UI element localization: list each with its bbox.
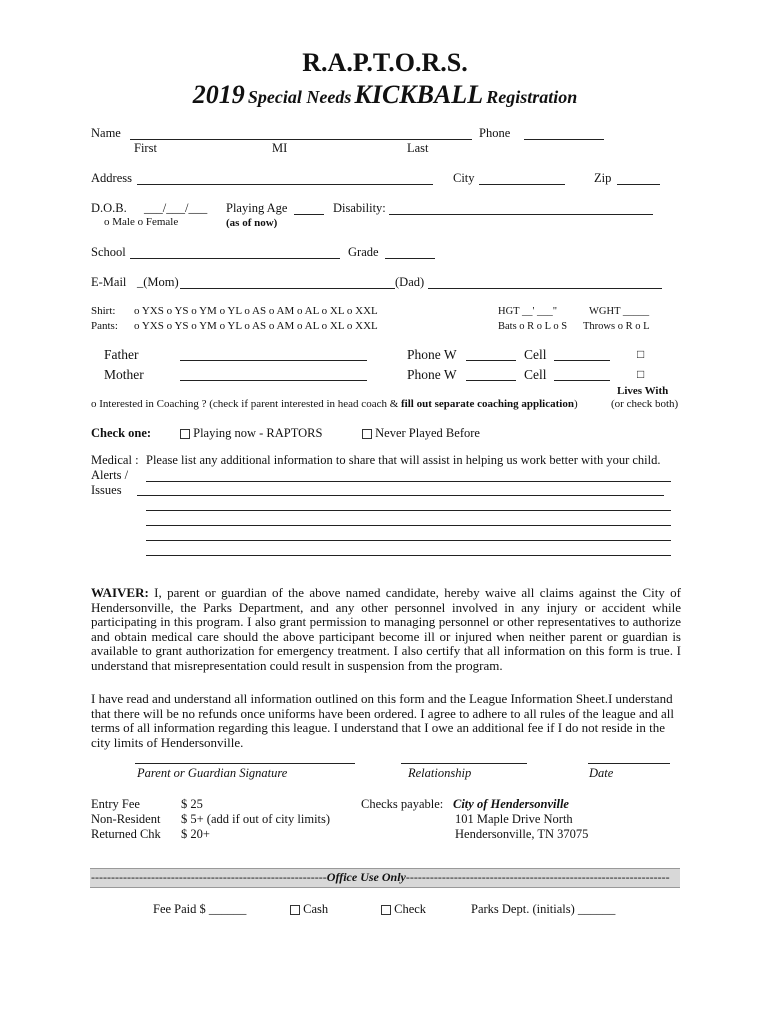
cash-option[interactable] bbox=[290, 902, 328, 917]
org-title: R.A.P.T.O.R.S. bbox=[302, 48, 468, 77]
alerts-label: Alerts / bbox=[91, 468, 129, 482]
returned-check-label: Returned Chk bbox=[91, 827, 161, 841]
checks-payable-label: Checks payable: bbox=[361, 797, 444, 811]
as-of-now-note: (as of now) bbox=[226, 217, 278, 229]
playing-now-option[interactable] bbox=[180, 426, 322, 441]
father-name-field[interactable] bbox=[180, 360, 367, 361]
mother-phone-label: Phone W bbox=[407, 367, 457, 382]
mother-lives-with-checkbox[interactable]: □ bbox=[637, 367, 645, 381]
signature-caption: Parent or Guardian Signature bbox=[137, 766, 288, 780]
coaching-text: o Interested in Coaching ? (check if parent interested in head coach & bbox=[91, 398, 402, 410]
playing-now-label: Playing now - RAPTORS bbox=[193, 426, 323, 440]
check-label: Check bbox=[394, 902, 427, 916]
check-checkbox[interactable] bbox=[381, 905, 391, 915]
father-lives-with-checkbox[interactable]: □ bbox=[637, 347, 645, 361]
email-mom-label: _(Mom) bbox=[137, 275, 179, 289]
email-mom-field[interactable] bbox=[180, 288, 395, 289]
zip-field[interactable] bbox=[617, 184, 660, 185]
playing-age-label: Playing Age bbox=[226, 201, 288, 215]
medical-prompt: Please list any additional information to share that will assist in helping us work better with your child. bbox=[146, 453, 661, 467]
name-field[interactable] bbox=[130, 139, 472, 140]
check-option[interactable] bbox=[381, 902, 426, 917]
agreement-paragraph: I have read and understand all information outlined on this form and the League Information Sheet.I understand that there will be no refunds once uniforms have been ordered. I agree to adhere to all rules of the league and all terms of all information regarding this league. I understand that I owe an additional fee if I do not reside in the city limits of Hendersonville. bbox=[91, 691, 674, 750]
never-played-checkbox[interactable] bbox=[362, 429, 372, 439]
father-cell-label: Cell bbox=[524, 347, 547, 362]
entry-fee-value: $ 25 bbox=[181, 797, 203, 811]
email-dad-label: (Dad) bbox=[395, 275, 425, 289]
disability-field[interactable] bbox=[389, 214, 653, 215]
coaching-bold-text: fill out separate coaching application bbox=[401, 398, 574, 410]
date-line[interactable] bbox=[588, 763, 670, 764]
payee-name: City of Hendersonville bbox=[453, 797, 569, 811]
payee-city-state: Hendersonville, TN 37075 bbox=[455, 827, 589, 841]
grade-label: Grade bbox=[348, 245, 379, 259]
father-phone-label: Phone W bbox=[407, 347, 457, 362]
payee-street: 101 Maple Drive North bbox=[455, 812, 573, 826]
address-label: Address bbox=[91, 171, 132, 185]
medical-line-4[interactable] bbox=[146, 525, 671, 526]
nonresident-value: $ 5+ (add if out of city limits) bbox=[181, 812, 331, 826]
cash-label: Cash bbox=[303, 902, 329, 916]
title-kickball: KICKBALL bbox=[354, 80, 484, 109]
office-use-label: Office Use Only bbox=[326, 870, 406, 884]
phone-label: Phone bbox=[479, 126, 511, 140]
name-label: Name bbox=[91, 126, 121, 140]
throws-options[interactable]: Throws o R o L bbox=[583, 321, 650, 332]
playing-now-checkbox[interactable] bbox=[180, 429, 190, 439]
medical-line-2[interactable] bbox=[137, 495, 664, 496]
or-check-both-note: (or check both) bbox=[611, 398, 679, 410]
mother-cell-field[interactable] bbox=[554, 380, 610, 381]
medical-line-6[interactable] bbox=[146, 555, 671, 556]
first-label: First bbox=[134, 141, 157, 155]
school-field[interactable] bbox=[130, 258, 340, 259]
height-field[interactable]: HGT __' ___" bbox=[498, 306, 558, 317]
coaching-suffix: ) bbox=[573, 398, 578, 410]
form-title bbox=[0, 80, 770, 110]
weight-field[interactable]: WGHT _____ bbox=[589, 306, 650, 317]
father-cell-field[interactable] bbox=[554, 360, 610, 361]
shirt-label: Shirt: bbox=[91, 305, 116, 317]
school-label: School bbox=[91, 245, 126, 259]
office-dashes-left: ----------------------------------------------------------- bbox=[91, 870, 327, 884]
mother-name-field[interactable] bbox=[180, 380, 367, 381]
title-special-needs: Special Needs bbox=[247, 87, 352, 107]
disability-label: Disability: bbox=[333, 201, 386, 215]
waiver-paragraph bbox=[91, 586, 681, 674]
medical-line-5[interactable] bbox=[146, 540, 671, 541]
city-label: City bbox=[453, 171, 475, 185]
check-one-label: Check one: bbox=[91, 426, 152, 440]
title-year: 2019 bbox=[192, 80, 245, 109]
mother-label: Mother bbox=[104, 367, 144, 382]
office-dashes-right: ------------------------------------------------------------------ bbox=[405, 870, 670, 884]
waiver-heading: WAIVER: bbox=[91, 585, 149, 600]
pants-size-options[interactable]: o YXS o YS o YM o YL o AS o AM o AL o XL o XXL bbox=[134, 320, 378, 332]
date-caption: Date bbox=[589, 766, 614, 780]
coaching-interest-option[interactable] bbox=[91, 398, 578, 410]
playing-age-field[interactable] bbox=[294, 214, 324, 215]
medical-line-3[interactable] bbox=[146, 510, 671, 511]
shirt-size-options[interactable]: o YXS o YS o YM o YL o AS o AM o AL o XL o XXL bbox=[134, 305, 378, 317]
lives-with-label: Lives With bbox=[617, 385, 669, 397]
never-played-option[interactable] bbox=[362, 426, 480, 441]
address-field[interactable] bbox=[137, 184, 433, 185]
issues-label: Issues bbox=[91, 483, 122, 497]
bats-options[interactable]: Bats o R o L o S bbox=[498, 321, 568, 332]
zip-label: Zip bbox=[594, 171, 612, 185]
returned-check-value: $ 20+ bbox=[181, 827, 210, 841]
mi-label: MI bbox=[272, 141, 288, 155]
email-dad-field[interactable] bbox=[428, 288, 662, 289]
last-label: Last bbox=[407, 141, 429, 155]
office-use-heading bbox=[91, 870, 681, 885]
grade-field[interactable] bbox=[385, 258, 435, 259]
dob-field[interactable]: ___/___/___ bbox=[144, 201, 208, 215]
medical-line-1[interactable] bbox=[146, 481, 671, 482]
signature-line[interactable] bbox=[135, 763, 355, 764]
fee-paid-field[interactable]: Fee Paid $ ______ bbox=[153, 902, 247, 916]
waiver-text: I, parent or guardian of the above named candidate, hereby waive all claims against the City of Hendersonville, the Parks Department, and any other personnel involved in any injury or accident while participating in this program. I also grant permission to managing personnel or other representatives to authorize and obtain medical care should the above participant become ill or injured when neither parent or guardian is available to grant authorization for emergency treatment. I also certify that all information on this form is true. I understand that misrepresentation could result in suspension from the program. bbox=[91, 585, 681, 673]
medical-label: Medical : bbox=[91, 453, 139, 467]
cash-checkbox[interactable] bbox=[290, 905, 300, 915]
dob-label: D.O.B. bbox=[91, 201, 127, 215]
title-registration: Registration bbox=[486, 87, 578, 107]
parks-initials-field[interactable]: Parks Dept. (initials) ______ bbox=[471, 902, 616, 916]
city-field[interactable] bbox=[479, 184, 565, 185]
nonresident-label: Non-Resident bbox=[91, 812, 161, 826]
relationship-caption: Relationship bbox=[408, 766, 472, 780]
father-phone-field[interactable] bbox=[466, 360, 516, 361]
gender-options[interactable]: o Male o Female bbox=[104, 216, 179, 228]
never-played-label: Never Played Before bbox=[375, 426, 480, 440]
email-label: E-Mail bbox=[91, 275, 127, 289]
pants-label: Pants: bbox=[91, 320, 118, 332]
mother-phone-field[interactable] bbox=[466, 380, 516, 381]
father-label: Father bbox=[104, 347, 139, 362]
mother-cell-label: Cell bbox=[524, 367, 547, 382]
entry-fee-label: Entry Fee bbox=[91, 797, 140, 811]
relationship-line[interactable] bbox=[401, 763, 527, 764]
phone-field[interactable] bbox=[524, 139, 604, 140]
